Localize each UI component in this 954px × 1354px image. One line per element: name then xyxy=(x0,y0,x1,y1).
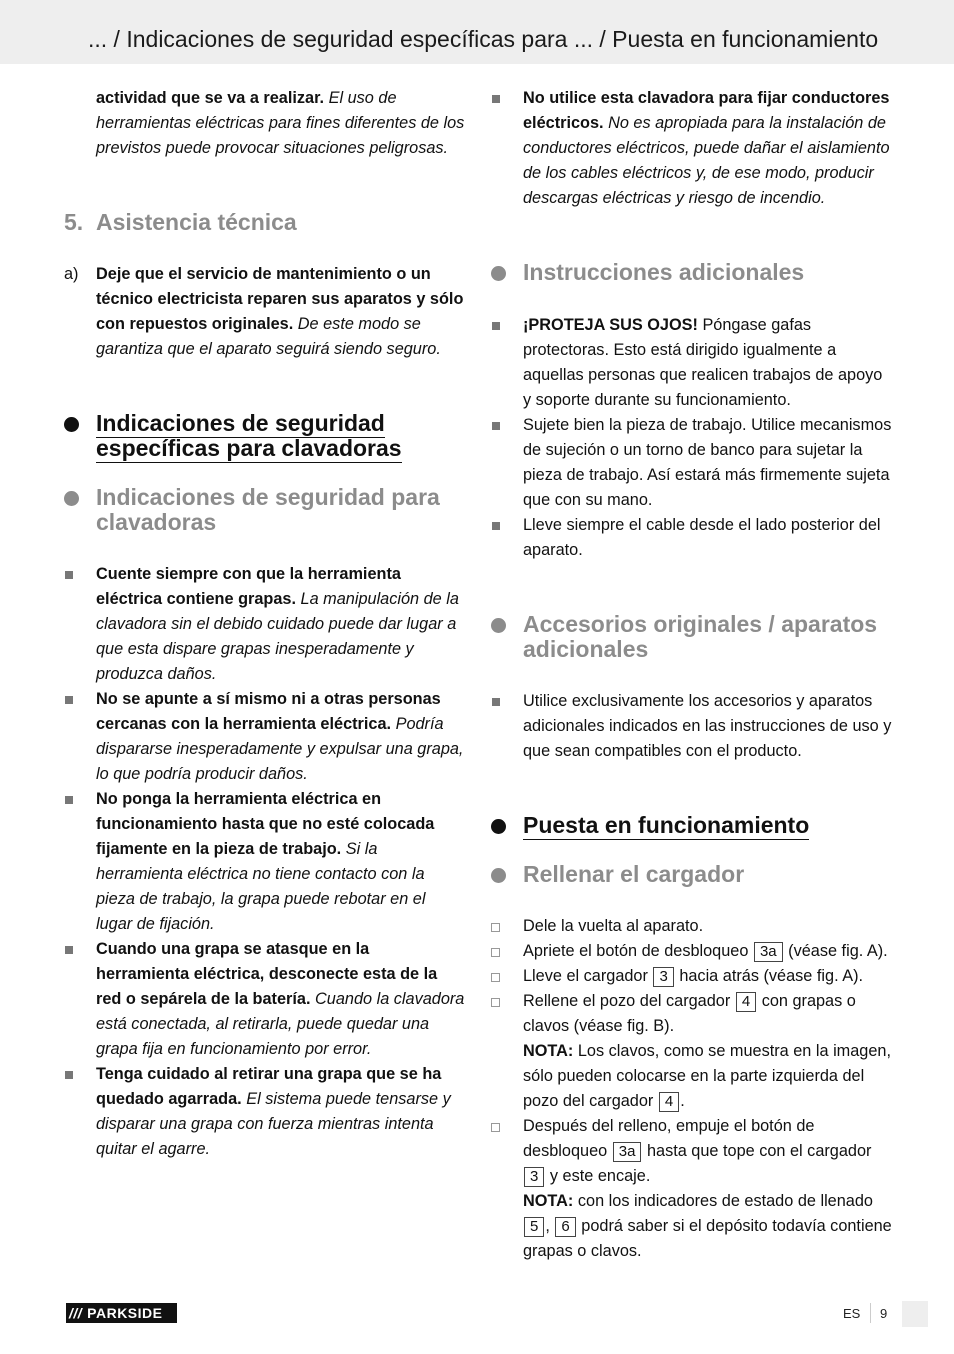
right-column xyxy=(523,86,893,1264)
heading-instrucciones xyxy=(523,260,893,285)
step-text: (véase fig. A). xyxy=(788,942,888,960)
item-bold: No utilice esta clavadora para fijar conductores eléctricos. xyxy=(523,89,890,132)
square-bullet-icon xyxy=(65,946,73,954)
item-italic: De este modo se garantiza que el aparato seguirá siendo seguro. xyxy=(96,315,441,358)
note-label: NOTA: xyxy=(523,1192,574,1210)
square-bullet-icon xyxy=(492,322,500,330)
note-text: podrá saber si el depósito todavía contiene grapas o clavos. xyxy=(523,1217,892,1260)
header-title: ... / Indicaciones de seguridad específicas para ... / Puesta en funcionamiento xyxy=(88,26,879,52)
step-item xyxy=(523,964,893,989)
page-header xyxy=(0,0,954,64)
list-item-a xyxy=(64,262,466,362)
left-column xyxy=(64,86,466,1162)
checkbox-bullet-icon xyxy=(491,973,500,982)
part-ref: 3 xyxy=(653,967,673,987)
step-text: Rellene el pozo del cargador xyxy=(523,992,731,1010)
step-text: Dele la vuelta al aparato. xyxy=(523,917,704,935)
item-bold: Cuando una grapa se atasque en la herramienta eléctrica, desconecte esta de la red o sepárela de la batería. xyxy=(96,940,438,1008)
note: NOTA: Los clavos, como se muestra en la imagen, sólo pueden colocarse en la parte izquierda del pozo del cargador 4 . xyxy=(523,1042,891,1110)
item-bold: Cuente siempre con que la herramienta eléctrica contiene grapas. xyxy=(96,565,401,608)
step-text: hasta que tope con el cargador xyxy=(646,1142,872,1160)
step-text: con grapas o clavos (véase fig. B). xyxy=(523,992,856,1035)
step-item xyxy=(523,914,893,939)
note-label: NOTA: xyxy=(523,1042,574,1060)
step-item xyxy=(523,939,893,964)
item-bold: Deje que el servicio de mantenimiento o un técnico electricista reparen sus aparatos y sólo con repuestos originales. xyxy=(96,265,464,333)
bullet-dot-icon xyxy=(491,868,506,883)
heading-text: Accesorios originales / aparatos adicionales xyxy=(523,611,878,662)
item-bold: ¡PROTEJA SUS OJOS! xyxy=(523,316,698,334)
part-ref: 5 xyxy=(524,1217,544,1237)
footer-tab xyxy=(902,1301,928,1327)
part-ref: 4 xyxy=(736,992,756,1012)
list-item xyxy=(523,413,893,513)
list-item xyxy=(523,86,893,211)
list-item xyxy=(523,513,893,563)
square-bullet-icon xyxy=(492,422,500,430)
heading-clavadoras-specific xyxy=(96,411,466,461)
part-ref: 3a xyxy=(754,942,783,962)
part-ref: 3 xyxy=(524,1167,544,1187)
square-bullet-icon xyxy=(65,1071,73,1079)
square-bullet-icon xyxy=(492,698,500,706)
section-title: Asistencia técnica xyxy=(96,209,297,235)
part-ref: 6 xyxy=(555,1217,575,1237)
bullet-dot-icon xyxy=(64,417,79,432)
step-text: Apriete el botón de desbloqueo xyxy=(523,942,749,960)
list-item xyxy=(96,1062,466,1162)
list-item xyxy=(96,562,466,687)
square-bullet-icon xyxy=(65,796,73,804)
logo-slashes: /// xyxy=(69,1305,83,1321)
list-item xyxy=(523,313,893,413)
step-text: Después del relleno, empuje el botón de desbloqueo xyxy=(523,1117,815,1160)
square-bullet-icon xyxy=(492,522,500,530)
heading-puesta xyxy=(523,813,893,838)
step-item xyxy=(523,989,893,1039)
step-item xyxy=(523,1114,893,1189)
heading-text: Instrucciones adicionales xyxy=(523,259,805,285)
heading-accesorios xyxy=(523,612,893,662)
item-italic: Cuando la clavadora está conectada, al retirarla, puede quedar una grapa fija en funcionamiento por error. xyxy=(96,990,465,1058)
footer-divider xyxy=(870,1303,871,1323)
note-text: Los clavos, como se muestra en la imagen, sólo pueden colocarse en la parte izquierda del pozo del cargador xyxy=(523,1042,891,1110)
square-bullet-icon xyxy=(492,95,500,103)
item-text: Lleve siempre el cable desde el lado posterior del aparato. xyxy=(523,516,881,559)
note-text: con los indicadores de estado de llenado xyxy=(577,1192,873,1210)
brand-logo xyxy=(66,1303,177,1323)
language-code: ES xyxy=(843,1306,861,1321)
heading-clavadoras xyxy=(96,485,466,535)
section-number: 5. xyxy=(64,209,84,235)
heading-text: Indicaciones de seguridad específicas para clavadoras xyxy=(96,410,402,461)
list-item xyxy=(96,687,466,787)
square-bullet-icon xyxy=(65,696,73,704)
item-italic: La manipulación de la clavadora sin el debido cuidado puede dar lugar a que esta dispare grapas inesperadamente y produzca daños. xyxy=(96,590,459,683)
part-ref: 3a xyxy=(613,1142,642,1162)
additional-list xyxy=(523,313,893,563)
item-text: Utilice exclusivamente los accesorios y aparatos adicionales indicados en las instrucciones de uso y que sean compatibles con el producto. xyxy=(523,692,892,760)
heading-rellenar xyxy=(523,862,893,887)
checkbox-bullet-icon xyxy=(491,923,500,932)
step-text: hacia atrás (véase fig. A). xyxy=(679,967,864,985)
section-heading-asistencia xyxy=(64,209,466,235)
square-bullet-icon xyxy=(65,571,73,579)
list-item xyxy=(523,689,893,764)
item-bold: No ponga la herramienta eléctrica en funcionamiento hasta que no esté colocada fijamente en la pieza de trabajo. xyxy=(96,790,435,858)
heading-text: Indicaciones de seguridad para clavadoras xyxy=(96,484,440,535)
logo-text: PARKSIDE xyxy=(87,1305,163,1321)
intro-italic: El uso de herramientas eléctricas para fines diferentes de los previstos puede provocar situaciones peligrosas. xyxy=(96,89,465,157)
steps-list xyxy=(523,914,893,1264)
item-italic: El sistema puede tensarse y disparar una grapa con fuerza mientras intenta quitar el agarre. xyxy=(96,1090,451,1158)
item-text: Póngase gafas protectoras. Esto está dirigido igualmente a aquellas personas que realicen trabajos de apoyo y soporte durante su funcionamiento. xyxy=(523,316,883,409)
step-text: Lleve el cargador xyxy=(523,967,648,985)
intro-paragraph xyxy=(96,86,466,161)
note: NOTA: con los indicadores de estado de llenado 5 , 6 podrá saber si el depósito todavía contiene grapas o clavos. xyxy=(523,1192,892,1260)
heading-text: Puesta en funcionamiento xyxy=(523,812,810,838)
part-ref: 4 xyxy=(659,1092,679,1112)
checkbox-bullet-icon xyxy=(491,1123,500,1132)
list-item xyxy=(96,937,466,1062)
item-bold: Tenga cuidado al retirar una grapa que se ha quedado agarrada. xyxy=(96,1065,442,1108)
checkbox-bullet-icon xyxy=(491,948,500,957)
bullet-dot-icon xyxy=(491,618,506,633)
item-italic: No es apropiada para la instalación de conductores eléctricos, puede dañar el aislamiento de los cables eléctricos y, de ese modo, producir descargas eléctricas y riesgo de incendio. xyxy=(523,114,890,207)
item-italic: Si la herramienta eléctrica no tiene contacto con la pieza de trabajo, la grapa puede rebotar en el lugar de fijación. xyxy=(96,840,426,933)
heading-text: Rellenar el cargador xyxy=(523,861,745,887)
bullet-dot-icon xyxy=(491,819,506,834)
intro-bold: actividad que se va a realizar. xyxy=(96,89,325,107)
list-item xyxy=(96,787,466,937)
bullet-dot-icon xyxy=(491,266,506,281)
item-label: a) xyxy=(64,265,79,283)
item-italic: Podría dispararse inesperadamente y expulsar una grapa, lo que podría producir daños. xyxy=(96,715,464,783)
bullet-dot-icon xyxy=(64,491,79,506)
item-text: Sujete bien la pieza de trabajo. Utilice mecanismos de sujeción o un torno de banco para sujetar la pieza de trabajo. Así estará más firmemente sujeta que con su mano. xyxy=(523,416,892,509)
step-text: y este encaje. xyxy=(549,1167,651,1185)
page-number: 9 xyxy=(880,1306,888,1321)
item-bold: No se apunte a sí mismo ni a otras personas cercanas con la herramienta eléctrica. xyxy=(96,690,441,733)
safety-list xyxy=(96,562,466,1162)
checkbox-bullet-icon xyxy=(491,998,500,1007)
